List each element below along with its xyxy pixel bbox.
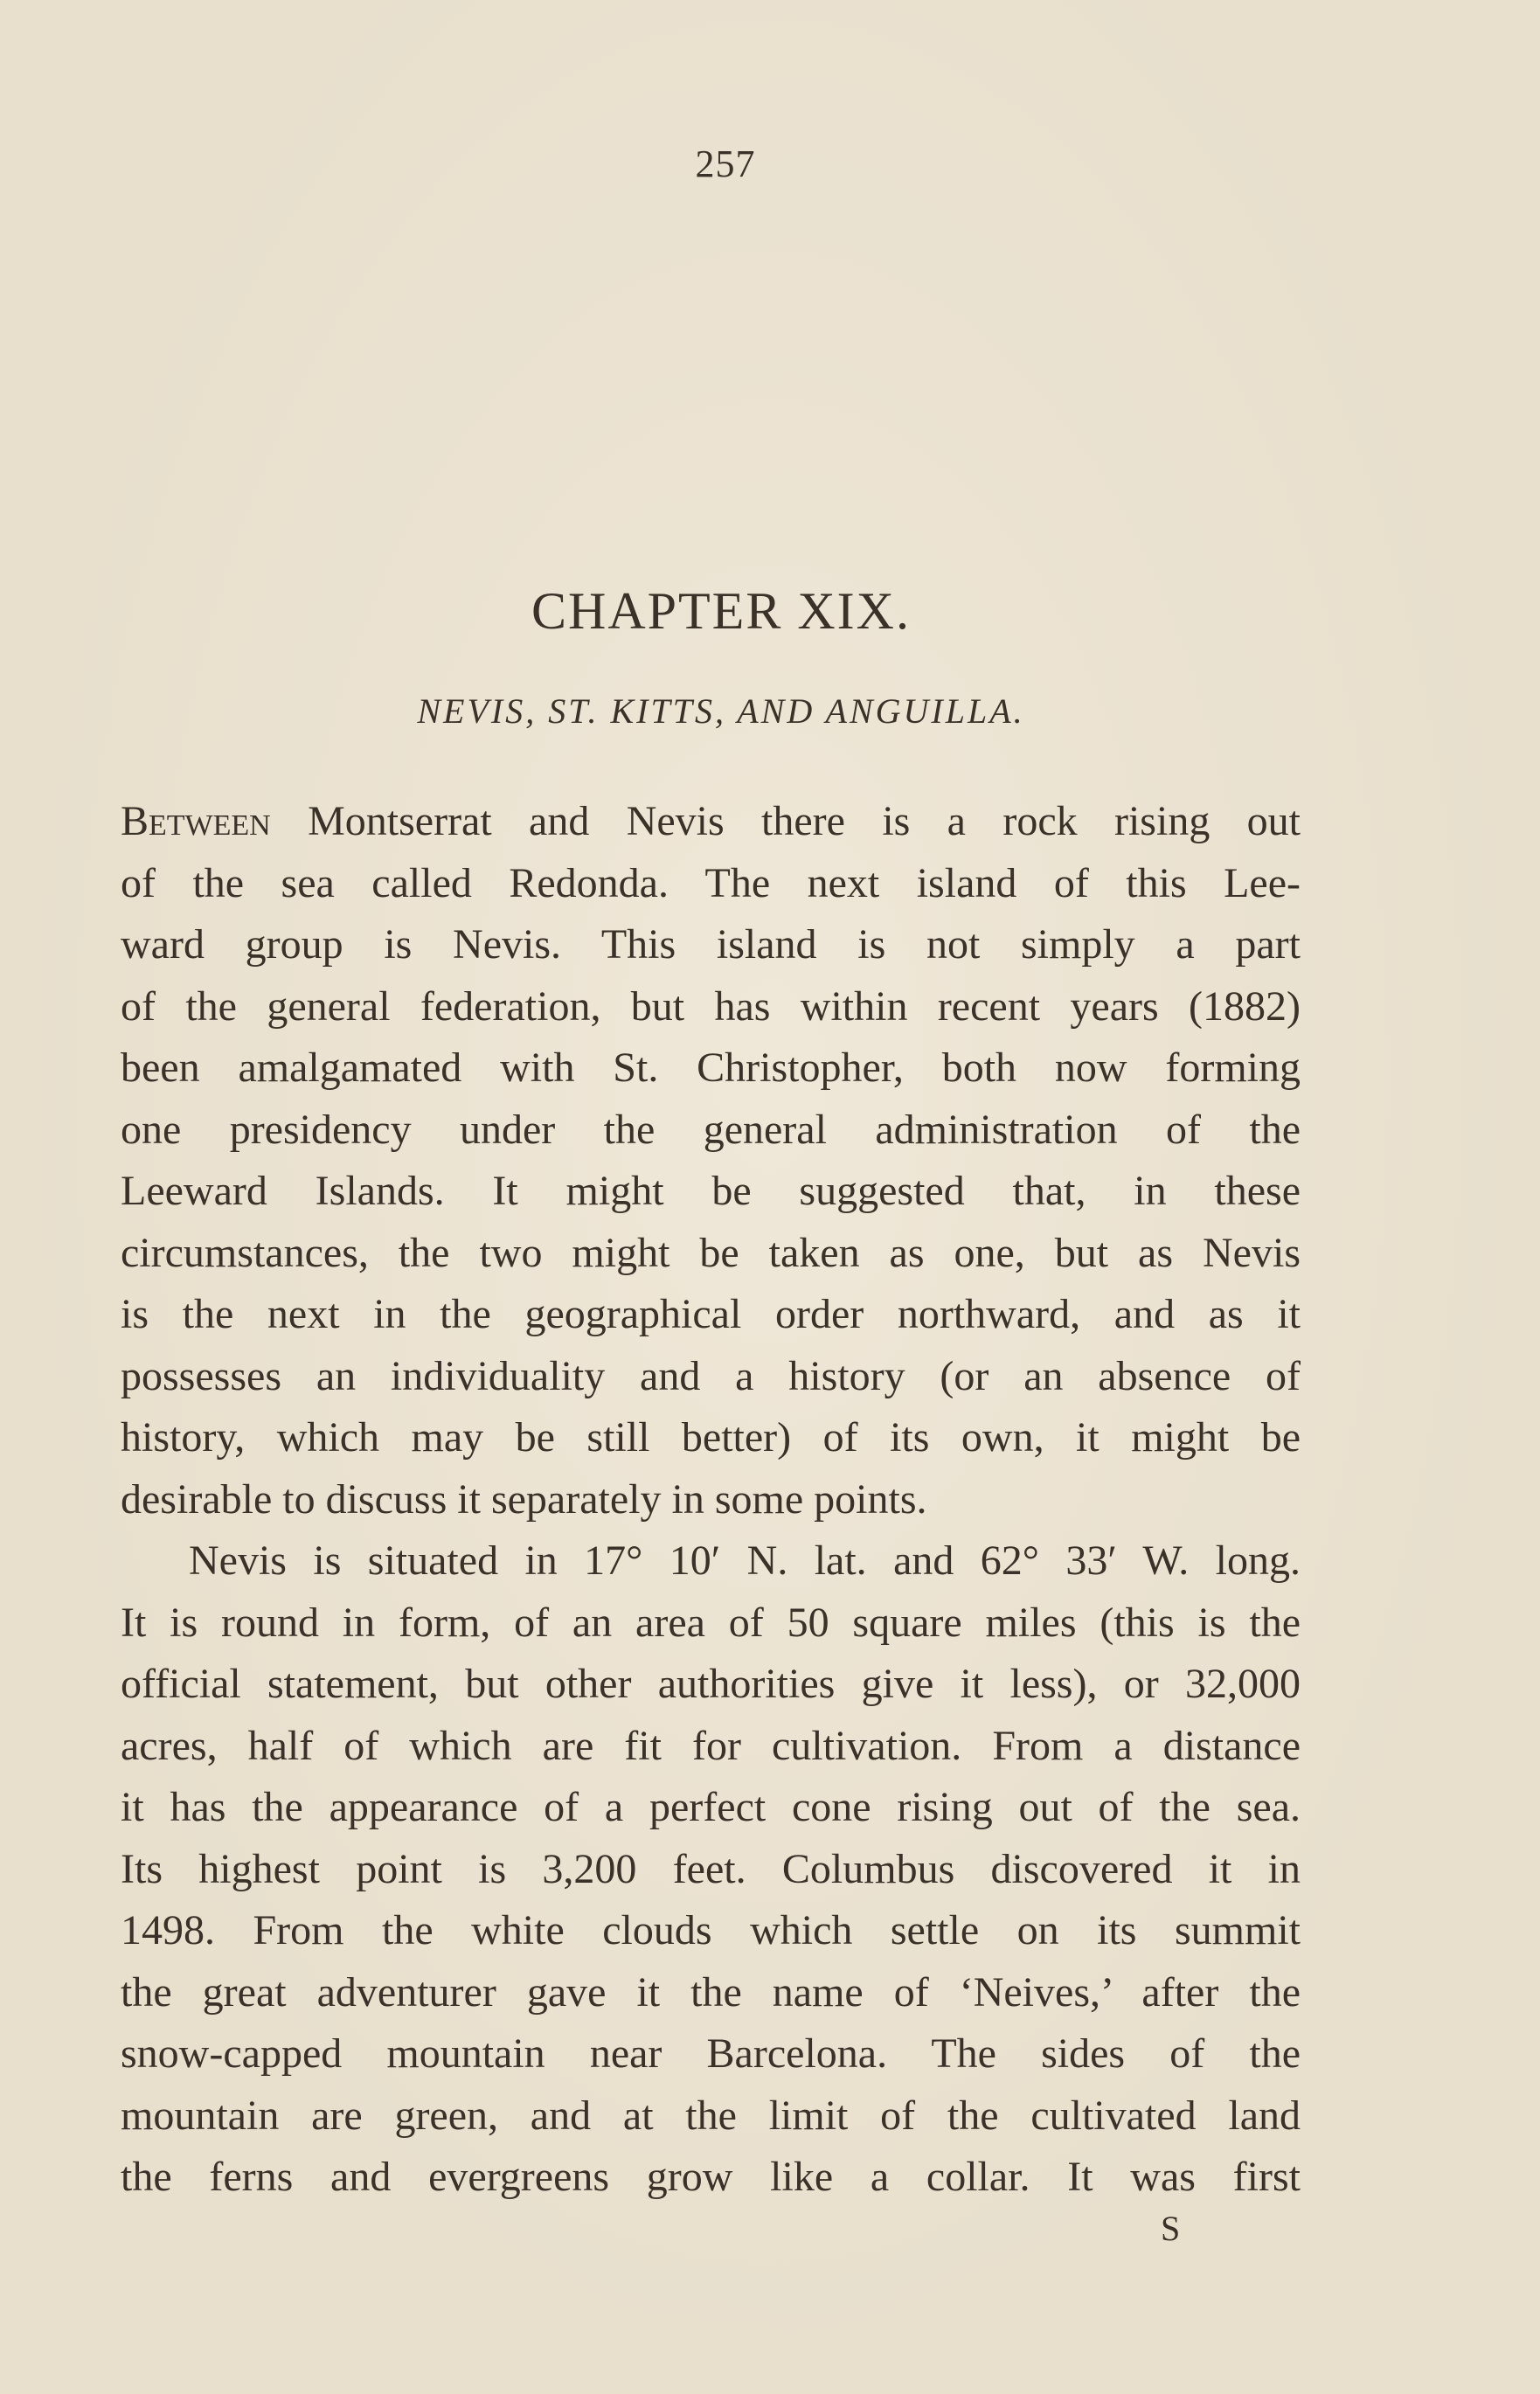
text-line: one presidency under the general administration of the [121, 1106, 1301, 1153]
text-line: 1498. From the white clouds which settle on its summit [121, 1907, 1301, 1953]
text-line: of the sea called Redonda. The next island of this Lee- [121, 859, 1301, 906]
text-line: Its highest point is 3,200 feet. Columbus discovered it in [121, 1845, 1301, 1892]
text-line: been amalgamated with St. Christopher, both now forming [121, 1044, 1301, 1091]
opening-word: Between [121, 798, 271, 844]
text-line: official statement, but other authorities give it less), or 32,000 [121, 1661, 1301, 1707]
text-line: of the general federation, but has within recent years (1882) [121, 982, 1301, 1030]
signature-mark: S [1161, 2209, 1181, 2248]
text-line: snow-capped mountain near Barcelona. The sides of the [121, 2030, 1301, 2077]
page-number: 257 [695, 142, 756, 185]
text-line: mountain are green, and at the limit of the cultivated land [121, 2092, 1301, 2139]
text-line: it has the appearance of a perfect cone rising out of the sea. [121, 1784, 1301, 1830]
text-line: ward group is Nevis. This island is not simply a part [121, 921, 1301, 968]
text-line: the great adventurer gave it the name of ‘Neives,’ after the [121, 1968, 1301, 2016]
text-line: It is round in form, of an area of 50 square miles (this is the [121, 1599, 1301, 1646]
text-line: history, which may be still better) of its own, it might be [121, 1414, 1301, 1461]
text-line: possesses an individuality and a history (or an absence of [121, 1352, 1301, 1399]
text-line: Nevis is situated in 17° 10′ N. lat. and 62° 33′ W. long. [189, 1537, 1301, 1584]
text-line: acres, half of which are fit for cultivation. From a distance [121, 1722, 1301, 1769]
text-line-rest: Montserrat and Nevis there is a rock rising out [270, 798, 1301, 844]
text-line: circumstances, the two might be taken as one, but as Nevis [121, 1229, 1301, 1276]
chapter-subtitle: NEVIS, ST. KITTS, AND ANGUILLA. [417, 691, 1025, 731]
chapter-title: CHAPTER XIX. [531, 582, 911, 640]
text-line [121, 791, 1301, 853]
body-text [121, 791, 1301, 2209]
text-line: Leeward Islands. It might be suggested that, in these [121, 1168, 1301, 1214]
text-line: is the next in the geographical order northward, and as it [121, 1291, 1301, 1337]
text-line: the ferns and evergreens grow like a collar. It was first [121, 2154, 1301, 2200]
text-line: desirable to discuss it separately in some points. [121, 1475, 927, 1523]
